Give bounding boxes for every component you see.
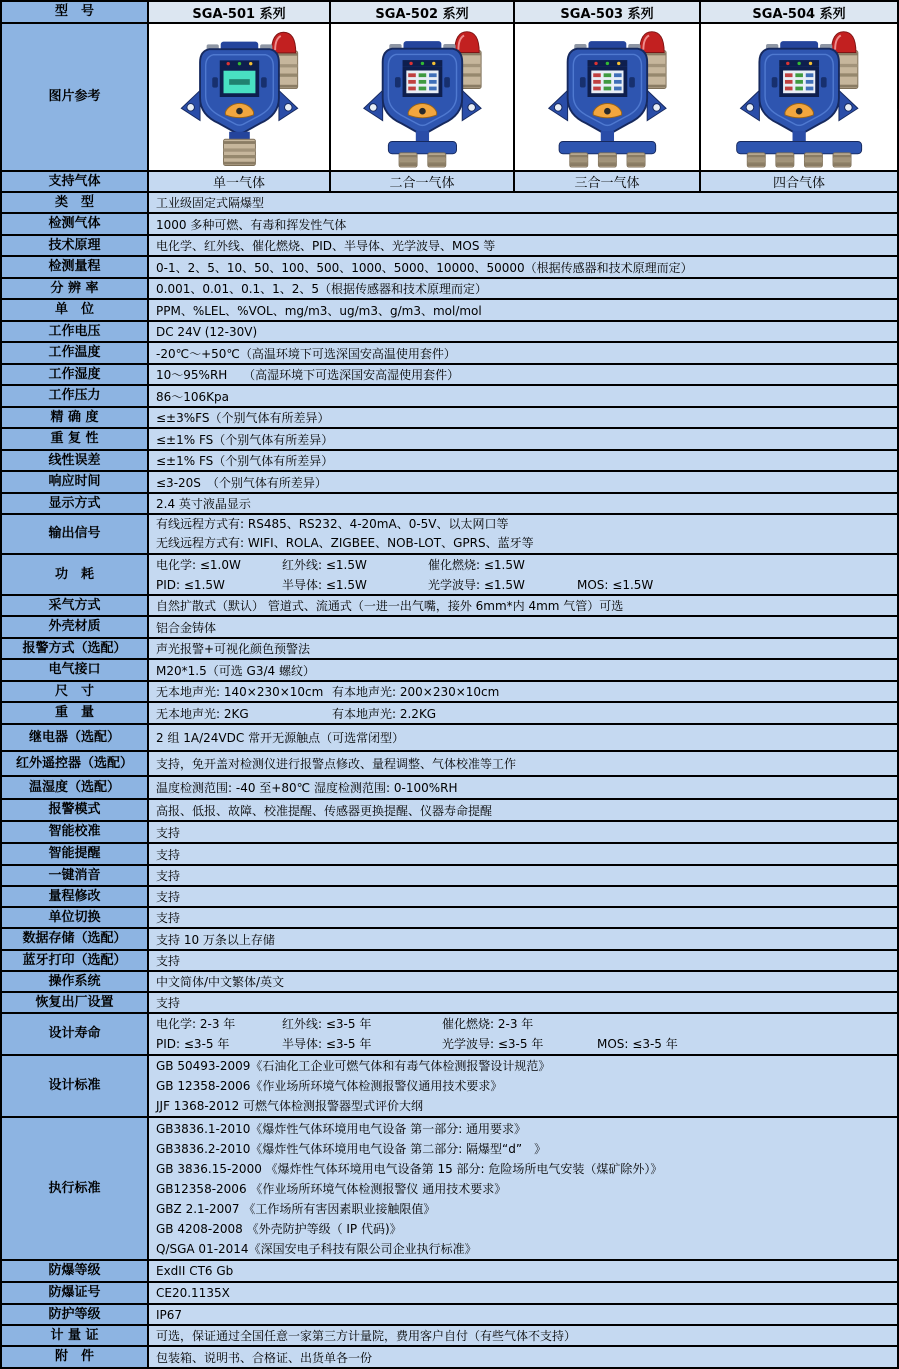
value-metering: 可选，保证通过全国任意一家第三方计量院，费用客户自付（有些气体不支持） <box>149 1326 897 1345</box>
label-remote: 红外遥控器（选配） <box>2 752 149 775</box>
product-image-sga-504 <box>707 26 891 168</box>
size-without-sounder: 无本地声光: 140×230×10cm <box>156 685 324 699</box>
output-wireless-line: 无线远程方式有: WIFI、ROLA、ZIGBEE、NOB-LOT、GPRS、蓝牙等 <box>156 536 534 550</box>
spec-row-voltage <box>2 322 897 343</box>
value-range-mod: 支持 <box>149 887 897 906</box>
model-sga-503: SGA-503 系列 <box>515 2 701 22</box>
label-unit-switch: 单位切换 <box>2 908 149 927</box>
power-electrochem: 电化学: ≤1.0W <box>156 557 241 572</box>
spec-row-factory-reset <box>2 993 897 1014</box>
spec-row-storage <box>2 929 897 951</box>
label-type: 类 型 <box>2 193 149 212</box>
label-smart-remind: 智能提醒 <box>2 844 149 864</box>
image-row <box>2 24 897 172</box>
spec-row-alarm-mode <box>2 800 897 822</box>
value-range: 0-1、2、5、10、50、100、500、1000、5000、10000、50000（根据传感器和技术原理而定） <box>149 257 897 277</box>
value-accessories: 包装箱、说明书、合格证、出货单各一份 <box>149 1347 897 1367</box>
spec-row-relay <box>2 725 897 752</box>
spec-row-temp-humidity <box>2 777 897 800</box>
exec-std-line: Q/SGA 01-2014《深国安电子科技有限公司企业执行标准》 <box>156 1241 477 1256</box>
spec-row-temperature <box>2 343 897 365</box>
spec-row-smart-remind <box>2 844 897 866</box>
gas-type-sga-501: 单一气体 <box>149 172 331 191</box>
power-infrared: 红外线: ≤1.5W <box>282 557 367 572</box>
label-gas: 检测气体 <box>2 214 149 234</box>
value-unit-switch: 支持 <box>149 908 897 927</box>
value-weight <box>149 703 897 723</box>
gas-type-sga-503: 三合一气体 <box>515 172 701 191</box>
label-smart-cal: 智能校准 <box>2 822 149 842</box>
value-smart-remind: 支持 <box>149 844 897 864</box>
value-ex-rating: ExdII CT6 Gb <box>149 1261 897 1281</box>
value-smart-cal: 支持 <box>149 822 897 842</box>
label-pressure: 工作压力 <box>2 386 149 406</box>
label-range: 检测量程 <box>2 257 149 277</box>
life-semiconductor: 半导体: ≤3-5 年 <box>282 1037 372 1051</box>
label-bt-print: 蓝牙打印（选配） <box>2 951 149 970</box>
label-response: 响应时间 <box>2 472 149 492</box>
spec-row-os <box>2 972 897 993</box>
exec-std-line: GB3836.2-2010《爆炸性气体环境用电气设备 第二部分: 隔爆型“d” 》 <box>156 1141 547 1156</box>
label-sampling: 采气方式 <box>2 596 149 615</box>
th-temp-range: 温度检测范围: -40 至+80℃ <box>156 781 311 795</box>
label-temperature: 工作温度 <box>2 343 149 363</box>
value-mute: 支持 <box>149 866 897 885</box>
spec-row-display <box>2 494 897 515</box>
value-shell: 铝合金铸体 <box>149 617 897 637</box>
value-ex-cert: CE20.1135X <box>149 1283 897 1303</box>
spec-row-shell <box>2 617 897 639</box>
gas-type-sga-504: 四合气体 <box>701 172 897 191</box>
label-alarm: 报警方式（选配） <box>2 639 149 658</box>
power-pid: PID: ≤1.5W <box>156 577 225 592</box>
spec-row-lifespan <box>2 1014 897 1056</box>
spec-row-design-std <box>2 1056 897 1118</box>
value-ip-rating: IP67 <box>149 1305 897 1324</box>
label-repeatability: 重 复 性 <box>2 429 149 449</box>
value-output <box>149 515 897 553</box>
label-supported-gas: 支持气体 <box>2 172 149 191</box>
power-semiconductor: 半导体: ≤1.5W <box>282 577 367 592</box>
life-pid: PID: ≤3-5 年 <box>156 1037 230 1051</box>
spec-row-output <box>2 515 897 555</box>
label-os: 操作系统 <box>2 972 149 991</box>
label-size: 尺 寸 <box>2 682 149 701</box>
power-optical: 光学波导: ≤1.5W <box>428 577 525 592</box>
spec-row-bt-print <box>2 951 897 972</box>
spec-row-port <box>2 660 897 682</box>
value-display: 2.4 英寸液晶显示 <box>149 494 897 513</box>
label-factory-reset: 恢复出厂设置 <box>2 993 149 1012</box>
value-voltage: DC 24V (12-30V) <box>149 322 897 341</box>
value-os: 中文简体/中文繁体/英文 <box>149 972 897 991</box>
spec-row-linearity <box>2 451 897 472</box>
product-image-sga-502 <box>337 26 508 168</box>
spec-row-weight <box>2 703 897 725</box>
value-response: ≤3-20S （个别气体有所差异） <box>149 472 897 492</box>
spec-row-range <box>2 257 897 279</box>
spec-row-exec-std <box>2 1118 897 1261</box>
power-mos: MOS: ≤1.5W <box>577 577 654 592</box>
label-weight: 重 量 <box>2 703 149 723</box>
life-optical: 光学波导: ≤3-5 年 <box>442 1037 544 1051</box>
spec-row-power <box>2 555 897 596</box>
life-electrochem: 电化学: 2-3 年 <box>156 1017 236 1031</box>
spec-row-remote <box>2 752 897 777</box>
spec-row-repeatability <box>2 429 897 451</box>
label-temp-humidity: 温湿度（选配） <box>2 777 149 798</box>
value-relay: 2 组 1A/24VDC 常开无源触点（可选常闭型） <box>149 725 897 750</box>
spec-row-accessories <box>2 1347 897 1367</box>
label-accessories: 附 件 <box>2 1347 149 1367</box>
power-catalytic: 催化燃烧: ≤1.5W <box>428 557 525 572</box>
th-humidity-range: 湿度检测范围: 0-100%RH <box>314 781 458 795</box>
exec-std-line: GB 3836.15-2000 《爆炸性气体环境用电气设备第 15 部分: 危险场所电气安装（煤矿除外）》 <box>156 1161 663 1176</box>
value-repeatability: ≤±1% FS（个别气体有所差异） <box>149 429 897 449</box>
value-lifespan <box>149 1014 897 1054</box>
label-shell: 外壳材质 <box>2 617 149 637</box>
value-exec-std <box>149 1118 897 1259</box>
spec-row-resolution <box>2 279 897 300</box>
value-temp-humidity <box>149 777 897 798</box>
value-linearity: ≤±1% FS（个别气体有所差异） <box>149 451 897 470</box>
supported-gas-row <box>2 172 897 193</box>
design-std-line: JJF 1368-2012 可燃气体检测报警器型式评价大纲 <box>156 1099 424 1113</box>
spec-row-principle <box>2 236 897 257</box>
value-gas: 1000 多种可燃、有毒和挥发性气体 <box>149 214 897 234</box>
label-accuracy: 精 确 度 <box>2 408 149 427</box>
label-mute: 一键消音 <box>2 866 149 885</box>
spec-row-size <box>2 682 897 703</box>
label-relay: 继电器（选配） <box>2 725 149 750</box>
value-alarm-mode: 高报、低报、故障、校准提醒、传感器更换提醒、仪器寿命提醒 <box>149 800 897 820</box>
label-power: 功 耗 <box>2 555 149 594</box>
size-with-sounder: 有本地声光: 200×230×10cm <box>332 685 500 699</box>
label-principle: 技术原理 <box>2 236 149 255</box>
life-catalytic: 催化燃烧: 2-3 年 <box>442 1017 534 1031</box>
value-pressure: 86～106Kpa <box>149 386 897 406</box>
spec-row-ex-cert <box>2 1283 897 1305</box>
spec-row-pressure <box>2 386 897 408</box>
label-metering: 计 量 证 <box>2 1326 149 1345</box>
value-design-std <box>149 1056 897 1116</box>
value-principle: 电化学、红外线、催化燃烧、PID、半导体、光学波导、MOS 等 <box>149 236 897 255</box>
label-design-std: 设计标准 <box>2 1056 149 1116</box>
spec-row-response <box>2 472 897 494</box>
output-wired-line: 有线远程方式有: RS485、RS232、4-20mA、0-5V、以太网口等 <box>156 517 509 531</box>
value-remote: 支持，免开盖对检测仪进行报警点修改、量程调整、气体校准等工作 <box>149 752 897 775</box>
label-ex-cert: 防爆证号 <box>2 1283 149 1303</box>
spec-row-metering <box>2 1326 897 1347</box>
exec-std-line: GB12358-2006 《作业场所环境气体检测报警仪 通用技术要求》 <box>156 1181 507 1196</box>
value-type: 工业级固定式隔爆型 <box>149 193 897 212</box>
spec-row-ex-rating <box>2 1261 897 1283</box>
design-std-line: GB 50493-2009《石油化工企业可燃气体和有毒气体检测报警设计规范》 <box>156 1059 551 1073</box>
value-accuracy: ≤±3%FS（个别气体有所差异） <box>149 408 897 427</box>
product-image-sga-501 <box>155 26 324 168</box>
label-ip-rating: 防护等级 <box>2 1305 149 1324</box>
label-port: 电气接口 <box>2 660 149 680</box>
product-image-sga-503 <box>521 26 694 168</box>
label-linearity: 线性误差 <box>2 451 149 470</box>
exec-std-line: GB 4208-2008 《外壳防护等级（ IP 代码)》 <box>156 1221 402 1236</box>
spec-row-unit <box>2 300 897 322</box>
spec-row-humidity <box>2 365 897 386</box>
value-resolution: 0.001、0.01、0.1、1、2、5（根据传感器和技术原理而定） <box>149 279 897 298</box>
label-display: 显示方式 <box>2 494 149 513</box>
value-storage: 支持 10 万条以上存储 <box>149 929 897 949</box>
spec-row-smart-cal <box>2 822 897 844</box>
spec-row-sampling <box>2 596 897 617</box>
weight-without-sounder: 无本地声光: 2KG <box>156 706 249 721</box>
label-ex-rating: 防爆等级 <box>2 1261 149 1281</box>
label-voltage: 工作电压 <box>2 322 149 341</box>
design-std-line: GB 12358-2006《作业场所环境气体检测报警仪通用技术要求》 <box>156 1079 503 1093</box>
exec-std-line: GB3836.1-2010《爆炸性气体环境用电气设备 第一部分: 通用要求》 <box>156 1121 527 1136</box>
spec-row-range-mod <box>2 887 897 908</box>
value-sampling: 自然扩散式（默认） 管道式、流通式（一进一出气嘴，接外 6mm*内 4mm 气管）可选 <box>149 596 897 615</box>
spec-row-mute <box>2 866 897 887</box>
spec-row-accuracy <box>2 408 897 429</box>
label-output: 输出信号 <box>2 515 149 553</box>
exec-std-line: GBZ 2.1-2007 《工作场所有害因素职业接触限值》 <box>156 1201 436 1216</box>
weight-with-sounder: 有本地声光: 2.2KG <box>332 706 437 721</box>
label-storage: 数据存储（选配） <box>2 929 149 949</box>
spec-row-gas <box>2 214 897 236</box>
model-sga-502: SGA-502 系列 <box>331 2 515 22</box>
label-unit: 单 位 <box>2 300 149 320</box>
value-port: M20*1.5（可选 G3/4 螺纹） <box>149 660 897 680</box>
label-lifespan: 设计寿命 <box>2 1014 149 1054</box>
spec-row-unit-switch <box>2 908 897 929</box>
model-sga-501: SGA-501 系列 <box>149 2 331 22</box>
label-range-mod: 量程修改 <box>2 887 149 906</box>
label-exec-std: 执行标准 <box>2 1118 149 1259</box>
label-alarm-mode: 报警模式 <box>2 800 149 820</box>
spec-row-ip-rating <box>2 1305 897 1326</box>
model-header-row <box>2 2 897 24</box>
value-temperature: -20℃～+50℃（高温环境下可选深国安高温使用套件） <box>149 343 897 363</box>
value-size <box>149 682 897 701</box>
value-factory-reset: 支持 <box>149 993 897 1012</box>
life-infrared: 红外线: ≤3-5 年 <box>282 1017 372 1031</box>
gas-type-sga-502: 二合一气体 <box>331 172 515 191</box>
label-image: 图片参考 <box>2 24 149 170</box>
spec-row-type <box>2 193 897 214</box>
value-unit: PPM、%LEL、%VOL、mg/m3、ug/m3、g/m3、mol/mol <box>149 300 897 320</box>
value-humidity: 10～95%RH （高湿环境下可选深国安高湿使用套件） <box>149 365 897 384</box>
value-power <box>149 555 897 594</box>
value-alarm: 声光报警+可视化颜色预警法 <box>149 639 897 658</box>
spec-row-alarm <box>2 639 897 660</box>
label-humidity: 工作湿度 <box>2 365 149 384</box>
label-resolution: 分 辨 率 <box>2 279 149 298</box>
life-mos: MOS: ≤3-5 年 <box>597 1037 678 1051</box>
label-model: 型 号 <box>2 2 149 22</box>
value-bt-print: 支持 <box>149 951 897 970</box>
model-sga-504: SGA-504 系列 <box>701 2 897 22</box>
